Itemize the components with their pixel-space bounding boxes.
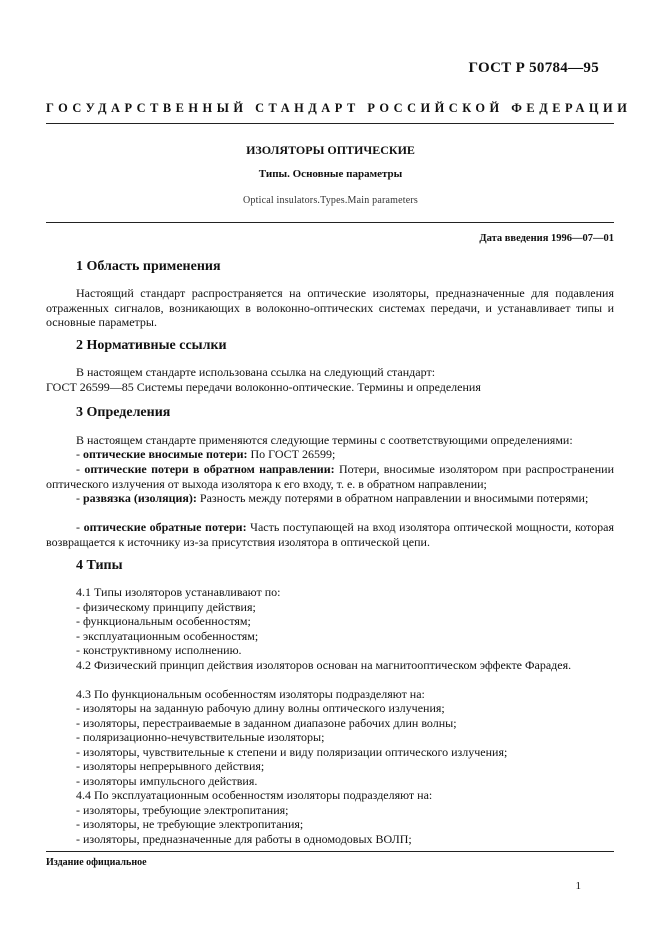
english-title: Optical insulators.Types.Main parameters [242, 195, 419, 206]
term-definition [46, 520, 614, 549]
list-item: - изоляторы, чувствительные к степени и виду поляризации оптического излучения; [76, 745, 508, 759]
term-name: оптические вносимые потери: [83, 447, 248, 461]
top-divider [46, 123, 614, 124]
term-def: Потери, вносимые изолятором при распространении оптического излучения от выхода изолятора к его входу, т. е. в обратном направлении; [46, 462, 614, 491]
list-item: - изоляторы, предназначенные для работы в одномодовых ВОЛП; [76, 832, 412, 846]
list-item: - изоляторы, не требующие электропитания; [76, 817, 304, 831]
list-item: - изоляторы импульсного действия. [76, 774, 258, 788]
list-item: - изоляторы, требующие электропитания; [76, 803, 289, 817]
list-item: - изоляторы непрерывного действия; [76, 759, 265, 773]
gost-number: ГОСТ Р 50784—95 [468, 60, 599, 76]
list-item: - конструктивному исполнению. [76, 643, 242, 657]
introduction-date: Дата введения 1996—07—01 [479, 233, 614, 244]
list-item: 4.4 По эксплуатационным особенностям изоляторы подразделяют на: [76, 788, 433, 802]
term-definition [46, 462, 614, 491]
term-definition [46, 447, 614, 462]
list-item: - поляризационно-нечувствительные изоляторы; [76, 730, 325, 744]
term-def: Разность между потерями в обратном направлении и вносимыми потерями; [196, 491, 589, 505]
term-name: развязка (изоляция): [83, 491, 197, 505]
section-1-heading: 1 Область применения [76, 259, 221, 274]
list-item: 4.2 Физический принцип действия изоляторов основан на магнитооптическом эффекте Фарадея. [76, 658, 572, 672]
term-dash: - [76, 520, 84, 534]
list-item: 4.1 Типы изоляторов устанавливают по: [76, 585, 281, 599]
term-definition [46, 491, 614, 506]
edition-note: Издание официальное [46, 857, 147, 868]
section-1-text: Настоящий стандарт распространяется на оптические изоляторы, предназначенные для подавления отраженных сигналов, возникающих в волоконно-оптических системах передачи, и устанавливает типы и основные параметры. [46, 286, 614, 329]
section-2-reference: ГОСТ 26599—85 Системы передачи волоконно-оптические. Термины и определения [46, 380, 481, 394]
term-def: По ГОСТ 26599; [247, 447, 336, 461]
section-2-heading: 2 Нормативные ссылки [76, 338, 227, 353]
list-item: 4.3 По функциональным особенностям изоляторы подразделяют на: [76, 687, 425, 701]
list-item: - физическому принципу действия; [76, 600, 256, 614]
term-name: оптические потери в обратном направлении: [84, 462, 335, 476]
term-dash: - [76, 462, 85, 476]
section-3-heading: 3 Определения [76, 405, 171, 420]
footer-divider [46, 851, 614, 852]
list-item: - изоляторы на заданную рабочую длину волны оптического излучения; [76, 701, 445, 715]
page-number: 1 [575, 880, 581, 892]
document-title: ИЗОЛЯТОРЫ ОПТИЧЕСКИЕ [246, 143, 415, 157]
state-standard-banner: ГОСУДАРСТВЕННЫЙ СТАНДАРТ РОССИЙСКОЙ ФЕДЕРАЦИИ [46, 101, 632, 115]
section-4-heading: 4 Типы [76, 558, 123, 573]
section-3-intro: В настоящем стандарте применяются следующие термины с соответствующими определениями: [76, 433, 573, 447]
list-item: - изоляторы, перестраиваемые в заданном диапазоне рабочих длин волны; [76, 716, 457, 730]
term-name: оптические обратные потери: [83, 520, 247, 534]
term-dash: - [76, 447, 83, 461]
title-divider [46, 222, 614, 223]
list-item: - функциональным особенностям; [76, 614, 251, 628]
term-def: Часть поступающей на вход изолятора оптической мощности, которая возвращается к источнику из-за присутствия изолятора в оптической цепи. [46, 520, 614, 549]
term-dash: - [76, 491, 83, 505]
section-2-line-1: В настоящем стандарте использована ссылка на следующий стандарт: [76, 365, 436, 379]
document-subtitle: Типы. Основные параметры [258, 168, 403, 180]
list-item: - эксплуатационным особенностям; [76, 629, 259, 643]
